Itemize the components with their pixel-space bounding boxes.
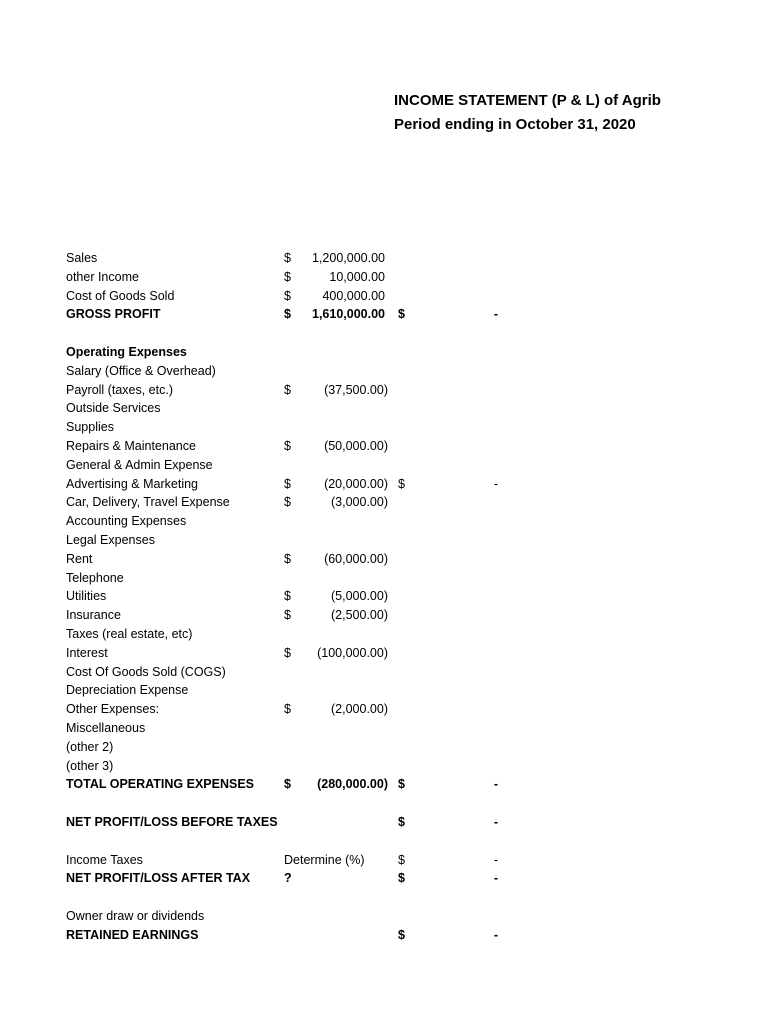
total-amount: - bbox=[493, 871, 498, 886]
total-amount: - bbox=[493, 476, 498, 491]
statement-row bbox=[0, 550, 768, 568]
statement-row bbox=[0, 869, 768, 887]
statement-row bbox=[0, 381, 768, 399]
row-label: Depreciation Expense bbox=[66, 683, 189, 698]
row-label: Sales bbox=[66, 251, 98, 265]
row-label: Operating Expenses bbox=[66, 345, 187, 359]
row-label: Miscellaneous bbox=[66, 721, 146, 735]
statement-row bbox=[0, 512, 768, 530]
statement-row bbox=[0, 794, 768, 812]
row-amount: (20,000.00) bbox=[324, 476, 388, 491]
statement-row bbox=[0, 343, 768, 361]
statement-row bbox=[0, 587, 768, 605]
row-label: Supplies bbox=[66, 420, 114, 435]
row-label: Legal Expenses bbox=[66, 533, 155, 547]
row-label: other Income bbox=[66, 269, 139, 284]
statement-row bbox=[0, 719, 768, 737]
total-currency-symbol: $ bbox=[398, 777, 405, 792]
statement-row bbox=[0, 813, 768, 831]
row-label: Accounting Expenses bbox=[66, 514, 187, 529]
statement-row bbox=[0, 493, 768, 511]
statement-row bbox=[0, 399, 768, 417]
row-label: TOTAL OPERATING EXPENSES bbox=[66, 777, 254, 792]
statement-row bbox=[0, 888, 768, 906]
statement-row bbox=[0, 625, 768, 643]
row-label: NET PROFIT/LOSS BEFORE TAXES bbox=[66, 815, 278, 829]
row-amount: (60,000.00) bbox=[324, 551, 388, 566]
row-note: ? bbox=[284, 871, 292, 886]
currency-symbol: $ bbox=[284, 439, 291, 453]
currency-symbol: $ bbox=[284, 702, 291, 717]
statement-row bbox=[0, 475, 768, 493]
currency-symbol: $ bbox=[284, 645, 291, 660]
row-amount: (50,000.00) bbox=[324, 439, 388, 453]
statement-row bbox=[0, 362, 768, 380]
total-currency-symbol: $ bbox=[398, 852, 405, 867]
row-label: Payroll (taxes, etc.) bbox=[66, 382, 173, 397]
row-amount: (37,500.00) bbox=[324, 382, 388, 397]
row-label: Cost of Goods Sold bbox=[66, 288, 175, 303]
statement-row bbox=[0, 418, 768, 436]
total-currency-symbol: $ bbox=[398, 815, 405, 829]
total-amount: - bbox=[493, 815, 498, 829]
statement-row bbox=[0, 775, 768, 793]
currency-symbol: $ bbox=[284, 551, 291, 566]
statement-row bbox=[0, 757, 768, 775]
total-amount: - bbox=[493, 777, 498, 792]
total-amount: - bbox=[493, 307, 498, 322]
row-label: Cost Of Goods Sold (COGS) bbox=[66, 664, 226, 679]
statement-row bbox=[0, 663, 768, 681]
row-label: Income Taxes bbox=[66, 852, 143, 867]
statement-row bbox=[0, 456, 768, 474]
row-label: Owner draw or dividends bbox=[66, 909, 205, 923]
currency-symbol: $ bbox=[284, 251, 291, 265]
row-note: Determine (%) bbox=[284, 852, 365, 867]
statement-row bbox=[0, 606, 768, 624]
currency-symbol: $ bbox=[284, 777, 291, 792]
statement-row bbox=[0, 700, 768, 718]
statement-row bbox=[0, 249, 768, 267]
row-label: GROSS PROFIT bbox=[66, 307, 161, 322]
total-amount: - bbox=[493, 927, 498, 942]
statement-title: INCOME STATEMENT (P & L) of Agrib bbox=[394, 92, 661, 109]
currency-symbol: $ bbox=[284, 589, 291, 604]
currency-symbol: $ bbox=[284, 307, 291, 322]
statement-row bbox=[0, 305, 768, 323]
statement-row bbox=[0, 832, 768, 850]
row-amount: 400,000.00 bbox=[322, 288, 385, 303]
row-label: Advertising & Marketing bbox=[66, 476, 199, 491]
statement-row bbox=[0, 287, 768, 305]
row-label: RETAINED EARNINGS bbox=[66, 927, 199, 942]
row-amount: 1,610,000.00 bbox=[312, 307, 385, 322]
currency-symbol: $ bbox=[284, 288, 291, 303]
statement-row bbox=[0, 851, 768, 869]
row-label: (other 2) bbox=[66, 739, 114, 754]
statement-row bbox=[0, 531, 768, 549]
row-label: Insurance bbox=[66, 608, 121, 623]
row-label: Utilities bbox=[66, 589, 107, 604]
row-label: Salary (Office & Overhead) bbox=[66, 363, 216, 378]
row-label: Repairs & Maintenance bbox=[66, 439, 196, 453]
total-currency-symbol: $ bbox=[398, 927, 405, 942]
statement-row bbox=[0, 268, 768, 286]
total-amount: - bbox=[493, 852, 498, 867]
row-label: Taxes (real estate, etc) bbox=[66, 627, 193, 641]
row-amount: (3,000.00) bbox=[331, 495, 388, 510]
row-label: Other Expenses: bbox=[66, 702, 160, 717]
total-currency-symbol: $ bbox=[398, 871, 405, 886]
row-amount: 1,200,000.00 bbox=[312, 251, 385, 265]
currency-symbol: $ bbox=[284, 382, 291, 397]
statement-period: Period ending in October 31, 2020 bbox=[394, 116, 636, 133]
row-label: Car, Delivery, Travel Expense bbox=[66, 495, 230, 510]
row-label: Outside Services bbox=[66, 401, 161, 416]
row-label: Rent bbox=[66, 551, 93, 566]
currency-symbol: $ bbox=[284, 608, 291, 623]
row-label: Interest bbox=[66, 645, 108, 660]
row-amount: (280,000.00) bbox=[317, 777, 388, 792]
row-amount: (2,500.00) bbox=[331, 608, 388, 623]
row-amount: (100,000.00) bbox=[317, 645, 388, 660]
statement-row bbox=[0, 569, 768, 587]
row-amount: 10,000.00 bbox=[329, 269, 385, 284]
row-amount: (5,000.00) bbox=[331, 589, 388, 604]
statement-row bbox=[0, 644, 768, 662]
row-label: Telephone bbox=[66, 570, 124, 585]
statement-row bbox=[0, 738, 768, 756]
currency-symbol: $ bbox=[284, 495, 291, 510]
row-label: (other 3) bbox=[66, 758, 114, 773]
row-label: NET PROFIT/LOSS AFTER TAX bbox=[66, 871, 251, 886]
statement-row bbox=[0, 437, 768, 455]
statement-row bbox=[0, 907, 768, 925]
currency-symbol: $ bbox=[284, 476, 291, 491]
total-currency-symbol: $ bbox=[398, 307, 405, 322]
currency-symbol: $ bbox=[284, 269, 291, 284]
statement-row bbox=[0, 324, 768, 342]
total-currency-symbol: $ bbox=[398, 476, 405, 491]
row-label: General & Admin Expense bbox=[66, 457, 213, 472]
row-amount: (2,000.00) bbox=[331, 702, 388, 717]
statement-row bbox=[0, 681, 768, 699]
statement-row bbox=[0, 926, 768, 944]
